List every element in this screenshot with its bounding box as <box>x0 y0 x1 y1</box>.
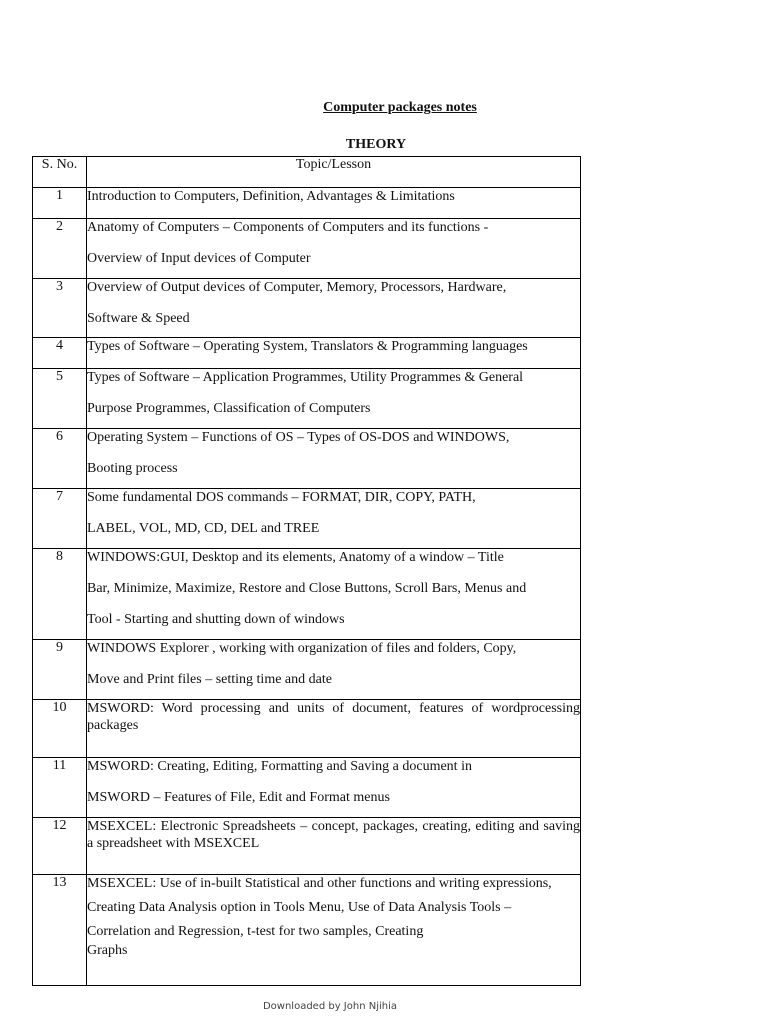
topic-line: Creating Data Analysis option in Tools Menu, Use of Data Analysis Tools – <box>87 900 512 915</box>
topic-line: Software & Speed <box>87 311 190 326</box>
table-row <box>33 758 581 818</box>
row-number: 11 <box>33 758 87 818</box>
row-topic <box>87 875 581 986</box>
row-number: 13 <box>33 875 87 986</box>
topic-line: Anatomy of Computers – Components of Computers and its functions - <box>87 220 489 235</box>
row-topic <box>87 818 581 875</box>
topic-line: Tool - Starting and shutting down of windows <box>87 612 345 627</box>
row-number: 7 <box>33 489 87 549</box>
topic-line: Types of Software – Operating System, Translators & Programming languages <box>87 339 528 354</box>
topic-line: WINDOWS:GUI, Desktop and its elements, Anatomy of a window – Title <box>87 550 504 565</box>
row-number: 8 <box>33 549 87 640</box>
row-number: 9 <box>33 640 87 700</box>
topic-line: Correlation and Regression, t-test for two samples, Creating <box>87 924 424 939</box>
row-number: 6 <box>33 429 87 489</box>
topic-line: Move and Print files – setting time and date <box>87 672 332 687</box>
row-number: 10 <box>33 700 87 758</box>
row-topic <box>87 279 581 338</box>
topic-line: Introduction to Computers, Definition, Advantages & Limitations <box>87 189 455 204</box>
topic-line: Operating System – Functions of OS – Types of OS-DOS and WINDOWS, <box>87 430 510 445</box>
topic-line: MSWORD – Features of File, Edit and Format menus <box>87 790 390 805</box>
table-row <box>33 279 581 338</box>
topic-line: Booting process <box>87 461 178 476</box>
table-row <box>33 875 581 986</box>
topic-line: MSWORD: Creating, Editing, Formatting and Saving a document in <box>87 759 472 774</box>
sno-column-header: S. No. <box>33 157 87 188</box>
document-title: Computer packages notes <box>323 100 477 115</box>
topic-line: Some fundamental DOS commands – FORMAT, DIR, COPY, PATH, <box>87 490 476 505</box>
row-topic <box>87 338 581 369</box>
row-topic <box>87 549 581 640</box>
topic-line: Bar, Minimize, Maximize, Restore and Close Buttons, Scroll Bars, Menus and <box>87 581 527 596</box>
syllabus-table <box>32 156 581 986</box>
row-topic <box>87 700 581 758</box>
table-row <box>33 338 581 369</box>
topic-line: Overview of Output devices of Computer, Memory, Processors, Hardware, <box>87 280 507 295</box>
table-row <box>33 549 581 640</box>
table-row <box>33 429 581 489</box>
row-number: 12 <box>33 818 87 875</box>
row-number: 1 <box>33 188 87 219</box>
table-row <box>33 818 581 875</box>
row-number: 4 <box>33 338 87 369</box>
topic-column-header: Topic/Lesson <box>87 157 581 188</box>
table-header-row <box>33 157 581 188</box>
topic-line: Purpose Programmes, Classification of Computers <box>87 401 371 416</box>
topic-line: WINDOWS Explorer , working with organization of files and folders, Copy, <box>87 641 517 656</box>
download-footer: Downloaded by John Njihia <box>262 1001 398 1012</box>
row-topic <box>87 188 581 219</box>
row-topic <box>87 369 581 429</box>
section-title: THEORY <box>345 137 407 152</box>
topic-line: Types of Software – Application Programmes, Utility Programmes & General <box>87 370 524 385</box>
topic-paragraph: MSEXCEL: Electronic Spreadsheets – concept, packages, creating, editing and saving a spreadsheet with MSEXCEL <box>87 819 580 851</box>
table-row <box>33 219 581 279</box>
table-row <box>33 369 581 429</box>
table-row <box>33 188 581 219</box>
table-row <box>33 640 581 700</box>
row-topic <box>87 640 581 700</box>
row-number: 5 <box>33 369 87 429</box>
topic-line: Overview of Input devices of Computer <box>87 251 311 266</box>
topic-line: Graphs <box>87 943 128 958</box>
row-topic <box>87 219 581 279</box>
table-row <box>33 700 581 758</box>
topic-line: LABEL, VOL, MD, CD, DEL and TREE <box>87 521 320 536</box>
topic-line: MSEXCEL: Use of in-built Statistical and other functions and writing expressions, <box>87 876 552 891</box>
row-topic <box>87 429 581 489</box>
row-number: 3 <box>33 279 87 338</box>
topic-paragraph: MSWORD: Word processing and units of document, features of wordprocessing packages <box>87 701 580 733</box>
table-row <box>33 489 581 549</box>
row-topic <box>87 758 581 818</box>
row-number: 2 <box>33 219 87 279</box>
row-topic <box>87 489 581 549</box>
